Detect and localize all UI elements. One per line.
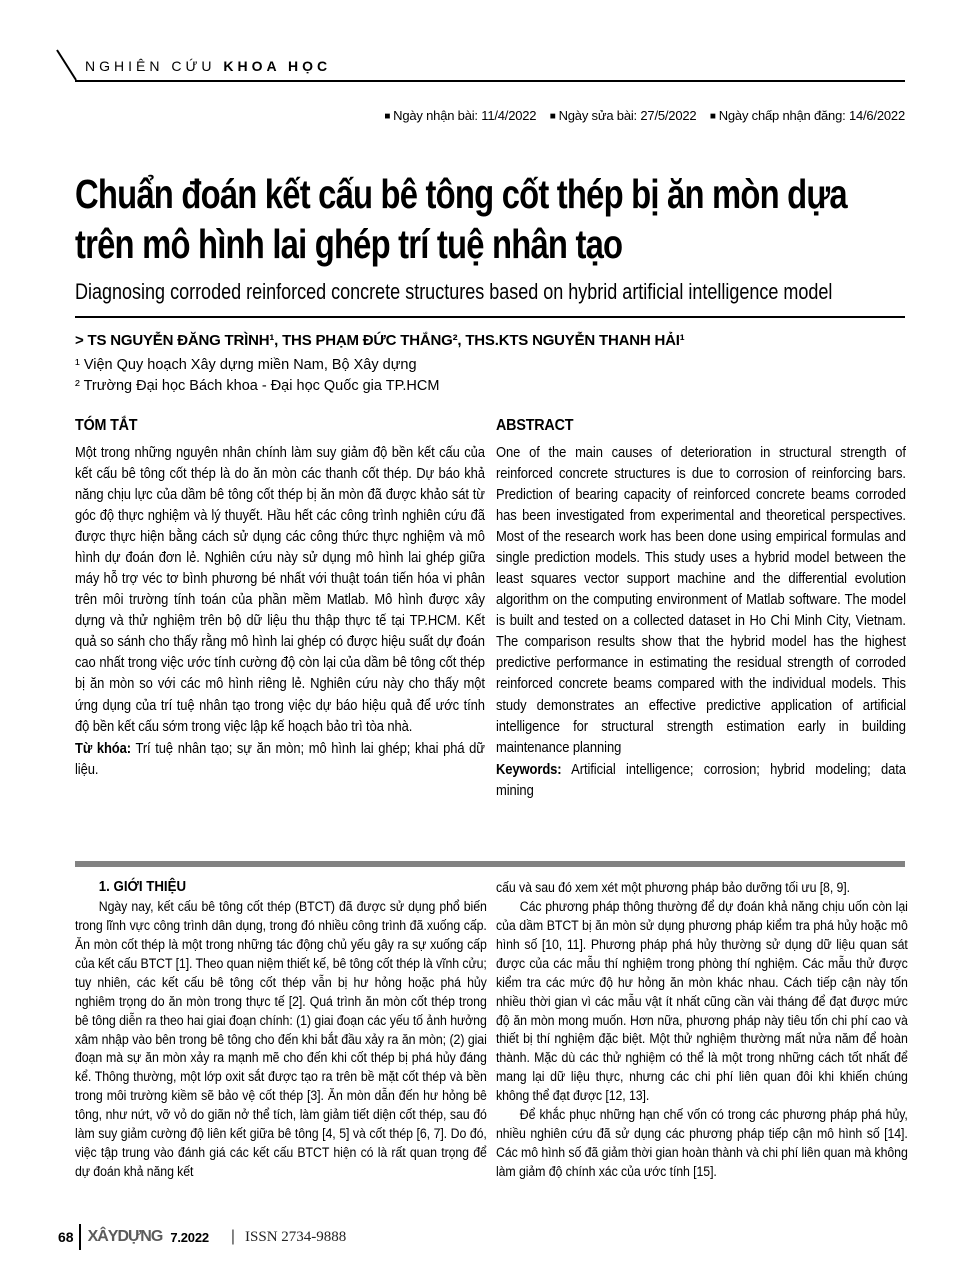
section-label-light: NGHIÊN CỨU bbox=[85, 58, 216, 74]
date-accepted-label: Ngày chấp nhận đăng: bbox=[718, 108, 846, 123]
article-title-en: Diagnosing corroded reinforced concrete structures based on hybrid artificial intelligence model bbox=[75, 279, 833, 305]
page-content bbox=[75, 0, 908, 1209]
abstract-vi-column bbox=[75, 417, 485, 780]
date-received-label: Ngày nhận bài: bbox=[393, 108, 478, 123]
keywords-en bbox=[496, 760, 906, 802]
diagonal-mark-icon bbox=[55, 46, 77, 82]
section-label bbox=[85, 58, 331, 74]
section-label-bold: KHOA HỌC bbox=[223, 58, 332, 74]
journal-logo: XÂYDỰNG bbox=[87, 1228, 163, 1245]
intro-right-column bbox=[496, 879, 908, 1181]
date-received bbox=[384, 108, 536, 123]
date-revised bbox=[550, 108, 697, 123]
abstract-en-column bbox=[496, 417, 906, 801]
square-bullet-icon: ■ bbox=[384, 111, 391, 122]
abstract-vi-heading: TÓM TẮT bbox=[75, 417, 138, 435]
date-accepted-value: 14/6/2022 bbox=[848, 108, 905, 123]
keywords-vi bbox=[75, 739, 485, 781]
abstract-vi-body: Một trong những nguyên nhân chính làm suy giảm độ bền kết cấu của kết cấu bê tông cốt thép là do ăn mòn các thanh cốt thép. Dự báo khả năng chịu lực của dầm bê tông cốt thép bị ăn mòn đã được khảo sát từ góc độ thực nghiệm và lý thuyết. Hầu hết các công trình nghiên cứu đã được thực hiện bằng cách sử dụng các công thức thực nghiệm và mô hình dự đoán đơn lẻ. Nghiên cứu này sử dụng mô hình lai ghép giữa máy hỗ trợ véc tơ bình phương bé nhất với thuật toán tiến hóa vi phân trên môi trường tính toán của phần mềm Matlab. Mô hình được xây dựng và thử nghiệm trên bộ dữ liệu thu thập thực tế tại TP.HCM. Kết quả so sánh cho thấy rằng mô hình lai ghép có được hiệu suất dự đoán cao nhất trong việc ước tính cường độ còn lại của dầm bê tông cốt thép bị ăn mòn so với các mô hình riêng lẻ. Nghiên cứu này cho thấy một ứng dụng của trí tuệ nhân tạo trong việc dự báo hiệu quả để ước tính độ bền kết cấu sớm trong việc lập kế hoạch bảo trì tòa nhà. bbox=[75, 445, 485, 735]
affiliation-2: ² Trường Đại học Bách khoa - Đại học Quốc gia TP.HCM bbox=[75, 378, 440, 395]
date-revised-label: Ngày sửa bài: bbox=[558, 108, 637, 123]
section-separator-bar bbox=[75, 861, 905, 867]
date-revised-value: 27/5/2022 bbox=[640, 108, 697, 123]
article-title-vi: Chuẩn đoán kết cấu bê tông cốt thép bị ăn mòn dựa trên mô hình lai ghép trí tuệ nhân tạo bbox=[75, 171, 847, 268]
abstract-en-heading: ABSTRACT bbox=[496, 417, 574, 435]
intro-paragraph-1-continued: cấu và sau đó xem xét một phương pháp bảo dưỡng tối ưu [8, 9]. bbox=[496, 880, 850, 896]
abstract-en-body: One of the main causes of deterioration in structural strength of reinforced concrete structures is due to corrosion of reinforcing bars. Prediction of bearing capacity of reinforced concrete beams corroded has been investigated from experimental and theoretical perspectives. Most of the research work has been done using empirical formulas and single prediction models. This study uses a hybrid model between the least squares vector support machine and the differential evolution algorithm on the computing environment of Matlab software. The model is built and tested on a collected dataset in Ho Chi Minh City, Vietnam. The comparison results show that the hybrid model has the highest predictive performance in estimating the residual strength of corroded reinforced concrete beams compared with the individual models. This study demonstrates an effective predictive application of artificial intelligence for structural strength estimation early in building maintenance planning bbox=[496, 445, 906, 756]
keywords-vi-text: Trí tuệ nhân tạo; sự ăn mòn; mô hình lai ghép; khai phá dữ liệu. bbox=[75, 740, 485, 778]
footer-divider bbox=[79, 1224, 81, 1250]
keywords-vi-label: Từ khóa: bbox=[75, 740, 132, 757]
journal-issue: 7.2022 bbox=[170, 1229, 209, 1245]
footer-separator: | bbox=[230, 1228, 236, 1245]
intro-left-column bbox=[75, 879, 487, 1181]
square-bullet-icon: ■ bbox=[709, 111, 716, 122]
square-bullet-icon: ■ bbox=[549, 111, 556, 122]
keywords-en-label: Keywords: bbox=[496, 761, 562, 778]
introduction-section bbox=[75, 879, 908, 1209]
authors-line: > TS NGUYỄN ĐĂNG TRÌNH¹, THS PHẠM ĐỨC THẮNG², THS.KTS NGUYỄN THANH HẢI¹ bbox=[75, 332, 685, 350]
abstract-section bbox=[75, 417, 905, 855]
page-number: 68 bbox=[58, 1229, 74, 1245]
date-accepted bbox=[710, 108, 905, 123]
intro-heading: 1. GIỚI THIỆU bbox=[98, 879, 187, 896]
date-received-value: 11/4/2022 bbox=[481, 108, 537, 123]
submission-dates bbox=[75, 108, 905, 123]
journal-issn: ISSN 2734-9888 bbox=[245, 1228, 347, 1245]
page-footer bbox=[58, 1224, 346, 1250]
intro-paragraph-2: Các phương pháp thông thường để dự đoán khả năng chịu uốn còn lại của dầm BTCT bị ăn mòn sử dụng phương pháp kiểm tra phá hủy hoặc mô hình số [10, 11]. Phương pháp phá hủy thường sử dụng dữ liệu quan sát được của các mẫu thí nghiệm trong phòng thí nghiệm. Các mẫu thử được kiểm tra các mức độ hư hỏng ăn mòn khác nhau. Cách tiếp cận này tốn nhiều thời gian vì các mẫu vật ít nhất cũng cần vài tháng để đạt được mức độ ăn mòn mong muốn. Hơn nữa, phương pháp này tiêu tốn chi phí cao và thiết bị thí nghiệm đặc biệt. Một thử nghiệm thường mất nửa năm để hoàn thành. Mặc dù các thử nghiệm có thể là một trong những cách tốt nhất để mang lại dữ liệu thực, nhưng các chi phí liên quan đôi khi khiến chúng không thể đạt được [12, 13]. bbox=[496, 899, 908, 1104]
affiliations bbox=[75, 355, 905, 397]
title-divider bbox=[75, 316, 905, 318]
intro-paragraph-1: Ngày nay, kết cấu bê tông cốt thép (BTCT) đã được sử dụng phổ biến trong lĩnh vực công trình dân dụng, trong đó nhiều công trình đã xuống cấp. Ăn mòn cốt thép là một trong những tác động chủ yếu gây ra sự xuống cấp của kết cấu BTCT [1]. Theo quan niệm thiết kế, bê tông cốt thép là vĩnh cửu; tuy nhiên, các kết cấu bê tông cốt thép vẫn bị hư hỏng hoặc phá hủy nghiêm trọng do ăn mòn trong thực tế [2]. Quá trình ăn mòn cốt thép trong bê tông diễn ra theo hai giai đoạn chính: (1) giai đoạn các yếu tố ảnh hưởng xâm nhập vào bên trong bê tông cho đến khi bắt đầu xảy ra ăn mòn; (2) giai đoạn mà sự ăn mòn xảy ra mạnh mẽ cho đến khi cốt thép bị phá hủy đáng kể. Thông thường, một lớp oxit sắt được tạo ra trên bề mặt cốt thép và bền trong môi trường kiềm sẽ bảo vệ cốt thép [3]. Ăn mòn dẫn đến hư hỏng bê tông, như nứt, vỡ vỏ do giãn nở thể tích, làm giảm tiết diện cốt thép, sau đó làm suy giảm cường độ liên kết giữa bê tông [4, 5] và cốt thép [6, 7]. Do đó, việc tập trung vào đánh giá các kết cấu BTCT hiện có là rất quan trọng để dự đoán khả năng kết bbox=[75, 899, 487, 1179]
affiliation-1: ¹ Viện Quy hoạch Xây dựng miền Nam, Bộ Xây dựng bbox=[75, 357, 417, 374]
running-head bbox=[75, 50, 905, 82]
keywords-en-text: Artificial intelligence; corrosion; hybrid modeling; data mining bbox=[496, 761, 906, 799]
intro-paragraph-3: Để khắc phục những hạn chế vốn có trong các phương pháp phá hủy, nhiều nghiên cứu đã sử dụng các phương pháp tiếp cận mô hình số [14]. Các mô hình số đã giảm thời gian hoàn thành và chi phí liên quan mà không làm giảm độ chính xác của ước tính [15]. bbox=[496, 1107, 908, 1179]
